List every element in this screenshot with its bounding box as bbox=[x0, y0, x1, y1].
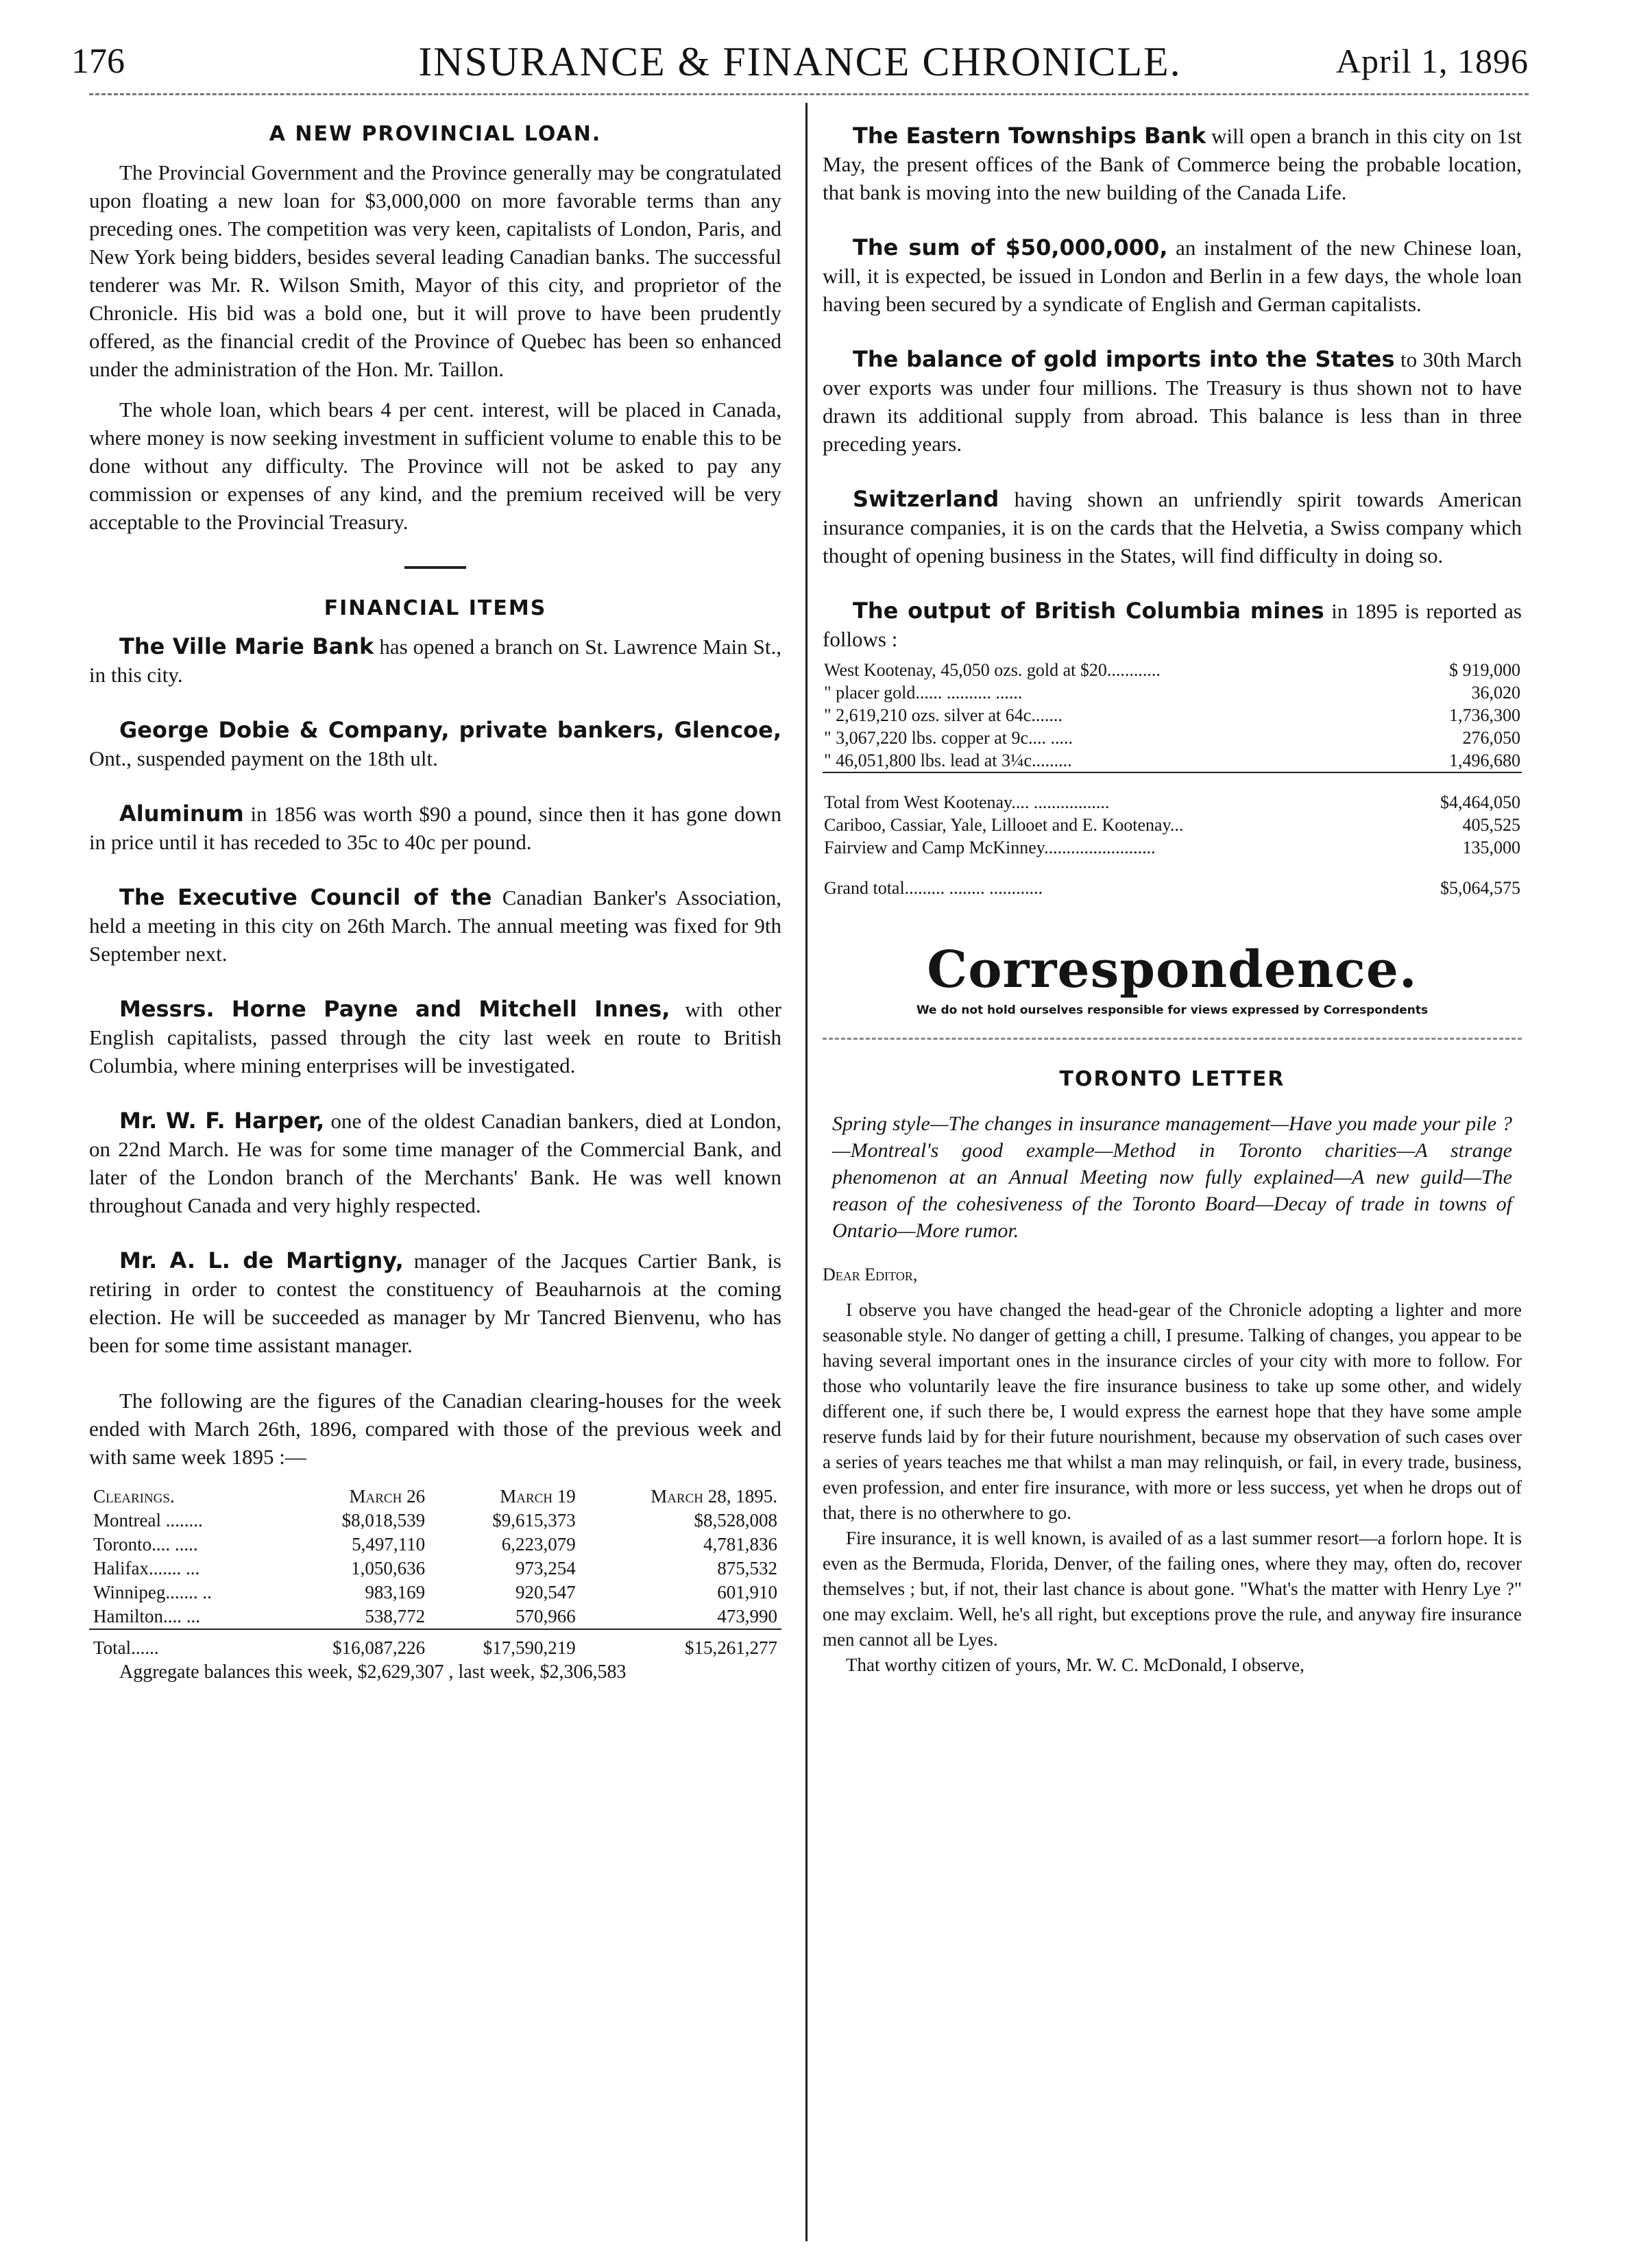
salutation: Dear Editor, bbox=[823, 1265, 918, 1284]
table-row bbox=[823, 704, 1522, 727]
financial-item bbox=[823, 234, 1522, 318]
item-text: to 30th March over exports was under four millions. The Treasury is thus shown not to have drawn its additional supply from abroad. This balance is less than in three preceding years. bbox=[823, 347, 1522, 456]
mine-value: 36,020 bbox=[1471, 683, 1520, 703]
page-header bbox=[71, 38, 1529, 93]
mine-value: $5,064,575 bbox=[1440, 878, 1520, 898]
item-text: with other English capitalists, passed through the city last week en route to British Columbia, where mining enterprises will be investigated. bbox=[89, 997, 782, 1077]
value-cell: $8,018,539 bbox=[341, 1510, 426, 1531]
item-lead: The sum of $50,000,000, bbox=[853, 234, 1168, 260]
financial-item bbox=[823, 122, 1522, 206]
value-cell: 538,772 bbox=[365, 1606, 426, 1626]
financial-item bbox=[823, 485, 1522, 570]
table-row bbox=[89, 1533, 781, 1557]
financial-item bbox=[89, 633, 781, 689]
loan-heading: A NEW PROVINCIAL LOAN. bbox=[269, 122, 602, 146]
mine-label: Grand total......... ........ ............ bbox=[824, 878, 1043, 898]
value-cell: 5,497,110 bbox=[352, 1534, 426, 1554]
value-cell: 473,990 bbox=[717, 1606, 777, 1626]
column-header: March 19 bbox=[500, 1486, 576, 1507]
item-text: an instalment of the new Chinese loan, will, it is expected, be issued in London and Berlin in a few days, the whole loan having been secured by a syndicate of English and German capitalists. bbox=[823, 236, 1522, 316]
column-header: Clearings. bbox=[93, 1486, 175, 1507]
clearing-intro: The following are the figures of the Canadian clearing-houses for the week ended with March 26th, 1896, compared with those of the previous week and with same week 1895 :— bbox=[89, 1389, 781, 1469]
item-lead: Mr. A. L. de Martigny, bbox=[119, 1247, 404, 1273]
item-lead: The balance of gold imports into the States bbox=[853, 346, 1395, 372]
correspondence-rule bbox=[823, 1038, 1522, 1040]
item-text: manager of the Jacques Cartier Bank, is retiring in order to contest the constituency of Beauharnois at the coming election. He will be succeeded as manager by Mr Tancred Bienvenu, who has been for some time assistant manager. bbox=[89, 1249, 781, 1357]
aggregate-balances: Aggregate balances this week, $2,629,307 , last week, $2,306,583 bbox=[119, 1661, 627, 1683]
table-row bbox=[89, 1605, 781, 1629]
mine-value: 1,736,300 bbox=[1449, 705, 1520, 725]
letter-paragraph-3: That worthy citizen of yours, Mr. W. C. McDonald, I observe, bbox=[846, 1655, 1304, 1675]
value-cell: 570,966 bbox=[515, 1606, 576, 1626]
correspondence-heading: Correspondence. bbox=[927, 940, 1418, 999]
correspondence-disclaimer: We do not hold ourselves responsible for views expressed by Correspondents bbox=[916, 1003, 1429, 1017]
mine-label: West Kootenay, 45,050 ozs. gold at $20............ bbox=[824, 660, 1161, 680]
item-lead: George Dobie & Company, private bankers, Glencoe, bbox=[119, 717, 781, 743]
table-row bbox=[823, 681, 1522, 704]
value-cell: $8,528,008 bbox=[694, 1510, 777, 1531]
clearings-table bbox=[89, 1485, 781, 1660]
column-header: March 28, 1895. bbox=[651, 1486, 777, 1507]
financial-item bbox=[89, 800, 781, 856]
value-cell: 973,254 bbox=[515, 1558, 576, 1578]
mine-label: " 2,619,210 ozs. silver at 64c....... bbox=[824, 705, 1063, 725]
financial-item bbox=[823, 345, 1522, 458]
total-cell: $17,590,219 bbox=[429, 1629, 580, 1660]
mine-value: 135,000 bbox=[1462, 838, 1520, 857]
item-lead: The Ville Marie Bank bbox=[119, 633, 374, 659]
mine-label: Fairview and Camp McKinney......................... bbox=[824, 838, 1156, 857]
total-cell: $15,261,277 bbox=[580, 1629, 781, 1660]
left-column bbox=[89, 122, 781, 1685]
item-text: will open a branch in this city on 1st May, the present offices of the Bank of Commerce being the probable location, that bank is moving into the new building of the Canada Life. bbox=[823, 124, 1522, 204]
page-number: 176 bbox=[71, 42, 125, 81]
mine-value: $ 919,000 bbox=[1449, 660, 1520, 680]
item-text: has opened a branch on St. Lawrence Main St., in this city. bbox=[89, 635, 781, 687]
mine-label: " placer gold...... .......... ...... bbox=[824, 683, 1023, 703]
right-column bbox=[823, 122, 1522, 1678]
item-text: in 1895 is reported as follows : bbox=[823, 599, 1522, 651]
loan-paragraph-2: The whole loan, which bears 4 per cent. interest, will be placed in Canada, where money is now seeking investment in sufficient volume to enable this to be done without any difficulty. The Province will not be asked to pay any commission or expenses of any kind, and the premium received will be very acceptable to the Provincial Treasury. bbox=[89, 398, 781, 534]
letter-paragraph-2: Fire insurance, it is well known, is availed of as a last summer resort—a forlorn hope. It is even as the Bermuda, Florida, Denver, of the failing ones, where they may, often do, recover themselves ; but, if not, their last chance is about gone. "What's the matter with Henry Lye ?" one may exclaim. Well, he's all right, but exceptions prove the rule, and anyway fire insurance men cannot all be Lyes. bbox=[823, 1528, 1522, 1650]
column-divider bbox=[805, 103, 808, 2241]
mine-value: 405,525 bbox=[1462, 815, 1520, 835]
item-text: having shown an unfriendly spirit towards American insurance companies, it is on the cards that the Helvetia, a Swiss company which thought of opening business in the States, will find difficulty in doing so. bbox=[823, 487, 1522, 568]
loan-paragraph-1: The Provincial Government and the Province generally may be congratulated upon floating a new loan for $3,000,000 on more favorable terms than any preceding ones. The competition was very keen, capitalists of London, Paris, and New York being bidders, besides several leading Canadian banks. The successful tenderer was Mr. R. Wilson Smith, Mayor of this city, and proprietor of the Chronicle. His bid was a bold one, but it will prove to have been prudently offered, as the financial credit of the Province of Quebec has been so enhanced under the administration of the Hon. Mr. Taillon. bbox=[89, 160, 781, 381]
value-cell: 875,532 bbox=[717, 1558, 777, 1578]
city-cell: Halifax....... ... bbox=[93, 1558, 200, 1578]
item-lead: Messrs. Horne Payne and Mitchell Innes, bbox=[119, 996, 670, 1022]
grand-total-row bbox=[823, 859, 1522, 899]
item-lead: The Executive Council of the bbox=[119, 884, 492, 910]
financial-items-heading: FINANCIAL ITEMS bbox=[324, 596, 547, 620]
table-row bbox=[823, 836, 1522, 859]
mine-value: $4,464,050 bbox=[1403, 772, 1522, 814]
value-cell: 601,910 bbox=[717, 1582, 777, 1602]
value-cell: 6,223,079 bbox=[501, 1534, 576, 1554]
value-cell: 983,169 bbox=[365, 1582, 426, 1602]
toronto-letter-heading: TORONTO LETTER bbox=[1059, 1067, 1285, 1091]
section-rule bbox=[404, 566, 466, 569]
table-row bbox=[823, 772, 1522, 814]
financial-item bbox=[89, 1107, 781, 1219]
toronto-letter-summary: Spring style—The changes in insurance management—Have you made your pile ?—Montreal's good example—Method in Toronto charities—A strange phenomenon at an Annual Meeting now fully explained—A new guild—The reason of the cohesiveness of the Toronto Board—Decay of trade in towns of Ontario—More rumor. bbox=[832, 1112, 1512, 1242]
column-header: March 26 bbox=[349, 1486, 426, 1507]
table-row bbox=[89, 1557, 781, 1581]
publication-title: INSURANCE & FINANCE CHRONICLE. bbox=[418, 39, 1182, 84]
city-cell: Toronto.... ..... bbox=[93, 1534, 198, 1554]
clearings-header-row bbox=[89, 1485, 781, 1509]
mine-label: " 3,067,220 lbs. copper at 9c.... ..... bbox=[824, 728, 1073, 748]
item-lead: The Eastern Townships Bank bbox=[853, 123, 1206, 149]
item-text: Ont., suspended payment on the 18th ult. bbox=[89, 746, 438, 770]
mine-label: Total from West Kootenay.... ................. bbox=[823, 772, 1403, 814]
table-row bbox=[823, 814, 1522, 836]
issue-date: April 1, 1896 bbox=[1335, 42, 1529, 80]
item-lead: Mr. W. F. Harper, bbox=[119, 1108, 325, 1134]
item-lead: The output of British Columbia mines bbox=[853, 598, 1324, 624]
letter-paragraph-1: I observe you have changed the head-gear of the Chronicle adopting a lighter and more seasonable style. No danger of getting a chill, I presume. Talking of changes, you appear to be having several important ones in the insurance circles of your city with more to follow. For those who voluntarily leave the fire insurance business to take up some other, and widely different one, if such there be, I would express the earnest hope that they have some ample reserve funds laid by for their future nourishment, because my observation of such cases over a series of years teaches me that whilst a man may relinquish, or fail, in every trade, business, even profession, and enter fire insurance, with more or less success, yet when he drops out of that, there is no otherwhere to go. bbox=[823, 1300, 1522, 1523]
header-rule bbox=[89, 93, 1529, 95]
item-text: one of the oldest Canadian bankers, died at London, on 22nd March. He was for some time manager of the Commercial Bank, and later of the London branch of the Merchants' Bank. He was well known throughout Canada and very highly respected. bbox=[89, 1109, 781, 1217]
value-cell: 1,050,636 bbox=[351, 1558, 426, 1578]
item-lead: Aluminum bbox=[119, 801, 244, 827]
mines-intro bbox=[823, 597, 1522, 653]
mines-table bbox=[823, 659, 1522, 899]
mine-value: 276,050 bbox=[1462, 728, 1520, 748]
table-row bbox=[823, 727, 1522, 749]
item-lead: Switzerland bbox=[853, 486, 999, 512]
item-text: in 1856 was worth $90 a pound, since then it has gone down in price until it has receded to 35c to 40c per pound. bbox=[89, 802, 781, 854]
city-cell: Hamilton.... ... bbox=[93, 1606, 200, 1626]
total-cell: $16,087,226 bbox=[278, 1629, 429, 1660]
mine-label: Cariboo, Cassiar, Yale, Lillooet and E. Kootenay... bbox=[824, 815, 1184, 835]
financial-item bbox=[89, 1247, 781, 1359]
financial-item bbox=[89, 883, 781, 968]
financial-item bbox=[89, 995, 781, 1080]
value-cell: 920,547 bbox=[515, 1582, 576, 1602]
total-row bbox=[89, 1629, 781, 1660]
table-row bbox=[89, 1509, 781, 1533]
total-label: Total...... bbox=[89, 1629, 278, 1660]
table-row bbox=[823, 659, 1522, 681]
city-cell: Montreal ........ bbox=[93, 1510, 203, 1531]
table-row bbox=[823, 749, 1522, 772]
value-cell: 4,781,836 bbox=[703, 1534, 777, 1554]
city-cell: Winnipeg....... .. bbox=[93, 1582, 212, 1602]
item-text: Canadian Banker's Association, held a meeting in this city on 26th March. The annual meeting was fixed for 9th September next. bbox=[89, 886, 781, 966]
value-cell: $9,615,373 bbox=[492, 1510, 576, 1531]
table-row bbox=[89, 1581, 781, 1605]
mine-value: 1,496,680 bbox=[1449, 751, 1520, 770]
mine-label: " 46,051,800 lbs. lead at 3¼c......... bbox=[824, 751, 1072, 770]
financial-item bbox=[89, 716, 781, 772]
